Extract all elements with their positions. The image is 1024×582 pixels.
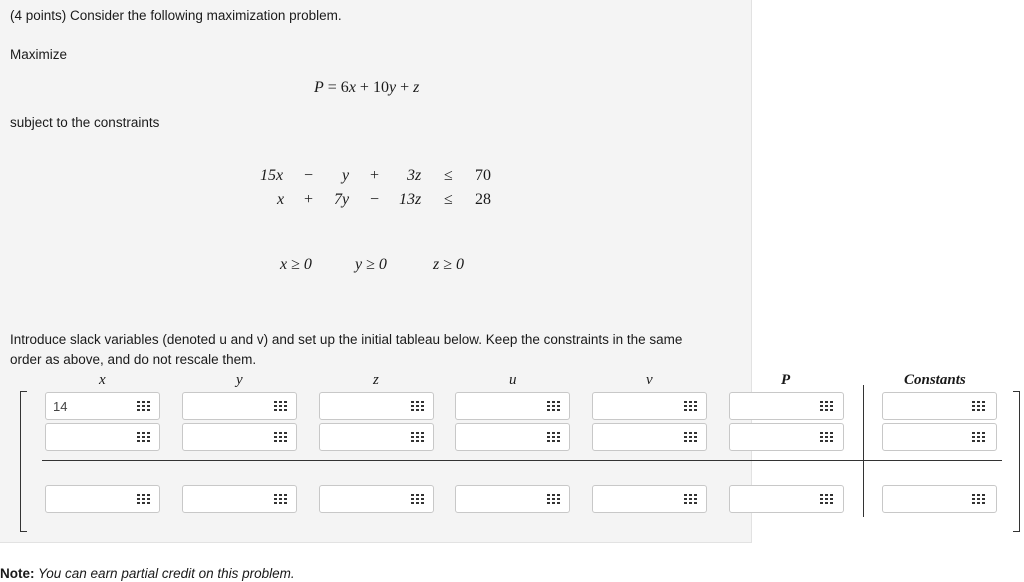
right-bracket [1013,391,1020,532]
nonneg-x: x ≥ 0 [280,256,312,273]
matrix-keypad-icon[interactable] [411,401,425,411]
left-bracket [20,391,27,532]
header-x: x [99,372,106,388]
objective-z: z [413,79,420,96]
c2-term-x: x [277,191,285,208]
matrix-keypad-icon[interactable] [972,432,986,442]
matrix-keypad-icon[interactable] [547,401,561,411]
c2-rhs: 28 [475,191,491,208]
note [0,566,295,581]
matrix-keypad-icon[interactable] [684,432,698,442]
header-P: P [781,372,791,388]
header-v: v [646,372,653,388]
c2-op1: + [304,191,314,208]
matrix-keypad-icon[interactable] [684,494,698,504]
header-z: z [373,372,379,388]
matrix-keypad-icon[interactable] [547,432,561,442]
c2-term-y: 7y [334,191,350,208]
matrix-keypad-icon[interactable] [274,494,288,504]
matrix-keypad-icon[interactable] [137,494,151,504]
instructions-line1: Introduce slack variables (denoted u and v) and set up the initial tableau below. Keep the constraints in the same [10,332,683,347]
objective-y: y [388,79,397,96]
objective-function [314,79,419,97]
subject-label: subject to the constraints [10,115,160,130]
objective-P: P [314,79,324,96]
c1-op1: − [304,167,314,184]
matrix-keypad-icon[interactable] [820,432,834,442]
maximize-label: Maximize [10,47,68,62]
c1-term-z: 3z [407,167,422,184]
matrix-keypad-icon[interactable] [411,494,425,504]
matrix-keypad-icon[interactable] [547,494,561,504]
matrix-keypad-icon[interactable] [137,432,151,442]
matrix-keypad-icon[interactable] [972,494,986,504]
c1-term-x: 15x [260,167,284,184]
matrix-keypad-icon[interactable] [274,401,288,411]
constants-column-divider [863,385,864,517]
objective-eq: = 6 [323,79,349,96]
matrix-keypad-icon[interactable] [820,494,834,504]
objective-row-divider [42,460,1002,461]
matrix-keypad-icon[interactable] [411,432,425,442]
c1-leq: ≤ [444,167,453,184]
problem-header: (4 points) Consider the following maximization problem. [10,8,342,23]
instructions-line2: order as above, and do not rescale them. [10,352,257,367]
header-u: u [509,372,517,388]
c2-leq: ≤ [444,191,453,208]
objective-plus1: + 10 [355,79,389,96]
matrix-keypad-icon[interactable] [972,401,986,411]
objective-plus2: + [396,79,414,96]
c2-term-z: 13z [399,191,422,208]
matrix-keypad-icon[interactable] [684,401,698,411]
note-label: Note: [0,566,35,581]
c1-op2: + [370,167,380,184]
nonneg-y: y ≥ 0 [355,256,387,273]
note-text: You can earn partial credit on this problem. [34,566,295,581]
c2-op2: − [370,191,380,208]
c1-term-y: y [342,167,350,184]
matrix-keypad-icon[interactable] [820,401,834,411]
objective-x: x [348,79,356,96]
header-constants: Constants [904,372,966,388]
header-y: y [236,372,243,388]
nonneg-z: z ≥ 0 [433,256,465,273]
matrix-keypad-icon[interactable] [274,432,288,442]
matrix-keypad-icon[interactable] [137,401,151,411]
c1-rhs: 70 [475,167,491,184]
